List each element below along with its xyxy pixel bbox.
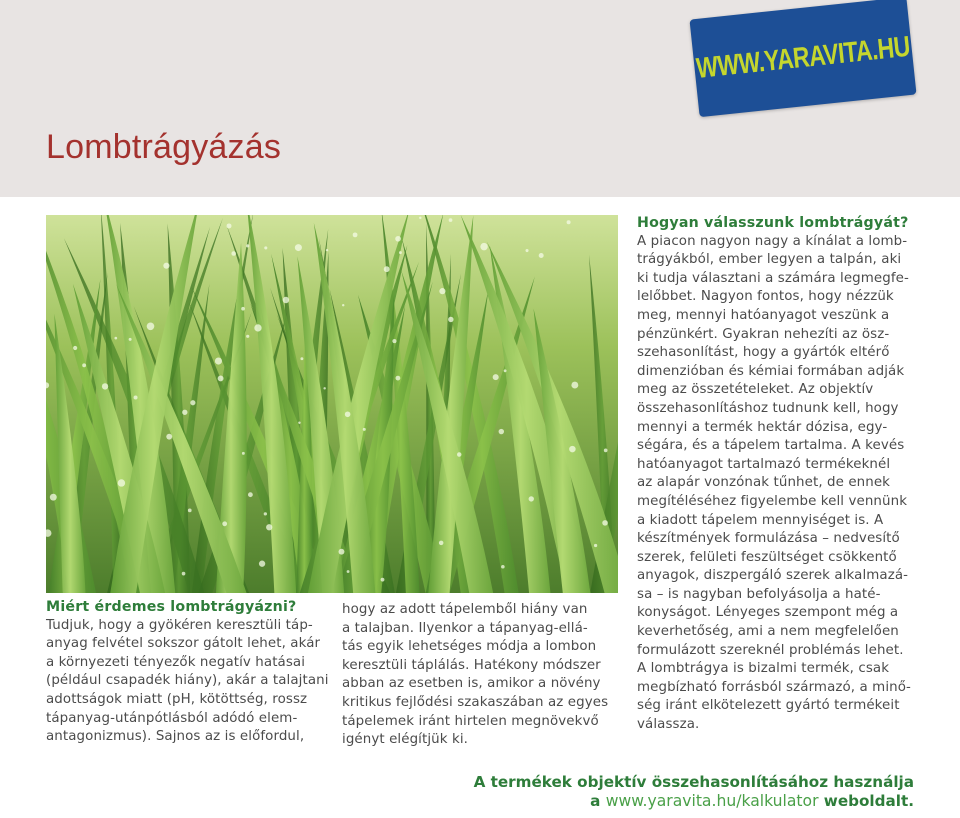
- col3-line: A lombtrágya is bizalmi termék, csak: [637, 661, 890, 677]
- dew-drop: [246, 244, 249, 247]
- dew-drop: [102, 383, 108, 389]
- col3-line: készítmények formulázása – nedvesítő: [637, 531, 900, 547]
- dew-drop: [457, 452, 461, 456]
- dew-drop: [326, 249, 328, 251]
- dew-drop: [227, 223, 232, 228]
- dew-drop: [147, 323, 155, 331]
- dew-drop: [166, 434, 172, 440]
- dew-drop: [602, 520, 608, 526]
- dew-drop: [525, 249, 528, 252]
- col3-line: anyagok, diszpergáló szerek alkalmazá-: [637, 568, 909, 584]
- col3-line: keverhetőség, ami a nem megfelelően: [637, 624, 899, 640]
- col2-line: hogy az adott tápelemből hiány van: [342, 602, 588, 617]
- col3-line: hatóanyagot tartalmazó termékeknél: [637, 456, 891, 472]
- dew-drop: [295, 244, 302, 251]
- dew-drop: [493, 374, 499, 380]
- calculator-link[interactable]: www.yaravita.hu/kalkulator: [605, 792, 819, 810]
- col3-line: A piacon nagyon nagy a kínálat a lomb-: [637, 233, 908, 249]
- dew-drop: [594, 544, 597, 547]
- col3-line: válassza.: [637, 717, 700, 733]
- dew-drop: [246, 335, 249, 338]
- dew-drop: [298, 421, 300, 423]
- dew-drop: [73, 346, 77, 350]
- col1-text: [46, 598, 336, 747]
- col2-line: a talajban. Ilyenkor a tápanyag-ellá-: [342, 620, 588, 636]
- col3-line: dimenzióban és kémiai formában adják: [637, 363, 905, 379]
- col3-line: mennyi a termék hektár dózisa, egy-: [637, 419, 888, 435]
- dew-drop: [363, 428, 366, 431]
- dew-drop: [539, 253, 544, 258]
- col3-line: sa – is nagyban befolyásolja a haté-: [637, 586, 881, 602]
- col3-line: pénzünkért. Gyakran nehezíti az ösz-: [637, 326, 890, 342]
- dew-drop: [347, 570, 350, 573]
- dew-drop: [218, 376, 224, 382]
- col1-line: adottságok miatt (pH, kötöttség, rossz: [46, 691, 308, 707]
- grass-photo: [46, 215, 618, 593]
- dew-drop: [419, 217, 421, 219]
- dew-drop: [259, 561, 265, 567]
- dew-drop: [242, 452, 245, 455]
- col3-line: meg az összetételeket. Az objektív: [637, 382, 874, 398]
- dew-drop: [231, 251, 236, 256]
- col1-line: a környezeti tényezők negatív hatásai: [46, 654, 306, 670]
- dew-drop: [222, 521, 227, 526]
- dew-drop: [82, 363, 86, 367]
- dew-drop: [114, 337, 117, 340]
- col3-line: a kiadott tápelem mennyiséget is. A: [637, 512, 884, 528]
- footer-line-1: A termékek objektív összehasonlításához használja: [473, 773, 914, 791]
- dew-drop: [129, 338, 132, 341]
- col2-line: abban az esetben is, amikor a növény: [342, 676, 601, 692]
- col3-line: összehasonlításhoz tudnunk kell, hogy: [637, 400, 899, 416]
- dew-drop: [323, 387, 325, 389]
- dew-drop: [499, 429, 504, 434]
- dew-drop: [134, 396, 138, 400]
- col3-line: ki tudja választani a számára legmegfe-: [637, 270, 909, 286]
- col3-line: szehasonlítást, hogy a gyártók eltérő: [637, 345, 890, 361]
- col1-line: tápanyag-utánpótlásból adódó elem-: [46, 710, 298, 726]
- dew-drop: [392, 339, 396, 343]
- dew-drop: [118, 479, 125, 486]
- col1-line: Tudjuk, hogy a gyökéren keresztüli táp-: [46, 617, 313, 633]
- col3-line: konyságot. Lényeges szempont még a: [637, 605, 899, 621]
- dew-drop: [254, 324, 261, 331]
- dew-drop: [381, 578, 385, 582]
- col3-line: megítéléséhez figyelembe kell vennünk: [637, 493, 908, 509]
- dew-drop: [266, 524, 272, 530]
- dew-drop: [571, 382, 578, 389]
- dew-drop: [342, 304, 344, 306]
- dew-drop: [504, 369, 507, 372]
- col2-line: kritikus fejlődési szakaszában az egyes: [342, 694, 609, 710]
- col3-line: megbízható forrásból származó, a minő-: [637, 679, 911, 695]
- col3-line: szerek, felületi feszültséget csökkentő: [637, 549, 897, 565]
- footer-callout: [474, 773, 914, 811]
- dew-drop: [182, 572, 186, 576]
- col3-line: ség iránt elkötelezett gyártó termékeit: [637, 698, 900, 714]
- col3-text: [637, 214, 927, 735]
- col3-line: ségára, és a tápelem tartalma. A kevés: [637, 438, 905, 454]
- col2-line: igényt elégítjük ki.: [342, 732, 468, 748]
- col3-line: meg, mennyi hatóanyagot veszünk a: [637, 307, 890, 323]
- dew-drop: [449, 218, 453, 222]
- dew-drop: [529, 496, 534, 501]
- dew-drop: [501, 565, 505, 569]
- col3-line: lelőbbet. Nagyon fontos, hogy nézzük: [637, 289, 894, 305]
- footer-suffix: weboldalt.: [823, 792, 914, 810]
- dew-drop: [283, 297, 289, 303]
- dew-drop: [190, 400, 195, 405]
- col1-line: anyag felvétel sokszor gátolt lehet, akár: [46, 636, 321, 652]
- dew-drop: [567, 220, 571, 224]
- col3-line: trágyákból, ember legyen a talpán, aki: [637, 252, 902, 268]
- col3-line: az alapár vonzónak tűnhet, de ennek: [637, 475, 891, 491]
- dew-drop: [569, 446, 576, 453]
- col1-line: (például csapadék hiány), akár a talajtani: [46, 673, 329, 689]
- dew-drop: [188, 508, 192, 512]
- dew-drop: [439, 288, 445, 294]
- dew-drop: [215, 357, 222, 364]
- footer-line-2: [474, 792, 914, 811]
- col2-text: [342, 601, 622, 750]
- dew-drop: [353, 232, 358, 237]
- dew-drop: [448, 317, 453, 322]
- col2-line: tápelemek iránt hirtelen megnövekvő: [342, 713, 599, 729]
- dew-drop: [248, 492, 253, 497]
- dew-drop: [241, 307, 245, 311]
- dew-drop: [399, 251, 402, 254]
- dew-drop: [339, 549, 345, 555]
- col2-line: tás egyik lehetséges módja a lombon: [342, 639, 597, 655]
- dew-drop: [163, 263, 169, 269]
- dew-drop: [50, 494, 57, 501]
- page-title: Lombtrágyázás: [46, 128, 282, 166]
- dew-drop: [604, 449, 608, 453]
- col1-line: antagonizmus). Sajnos az is előfordul,: [46, 729, 305, 745]
- dew-drop: [480, 243, 487, 250]
- dew-drop: [182, 410, 187, 415]
- footer-prefix: a: [590, 792, 601, 810]
- col3-heading: Hogyan válasszunk lombtrágyát?: [637, 215, 909, 231]
- dew-drop: [300, 357, 303, 360]
- col1-heading: Miért érdemes lombtrágyázni?: [46, 599, 297, 615]
- logo-text: WWW.YARAVITA.HU: [694, 29, 912, 84]
- dew-drop: [439, 541, 444, 546]
- dew-drop: [384, 266, 390, 272]
- col2-line: keresztüli táplálás. Hatékony módszer: [342, 657, 601, 673]
- dew-drop: [345, 411, 351, 417]
- dew-drop: [395, 236, 401, 242]
- dew-drop: [396, 376, 401, 381]
- dew-drop: [264, 512, 267, 515]
- dew-drop: [264, 246, 267, 249]
- col3-line: formulázott szereknél problémás lehet.: [637, 642, 904, 658]
